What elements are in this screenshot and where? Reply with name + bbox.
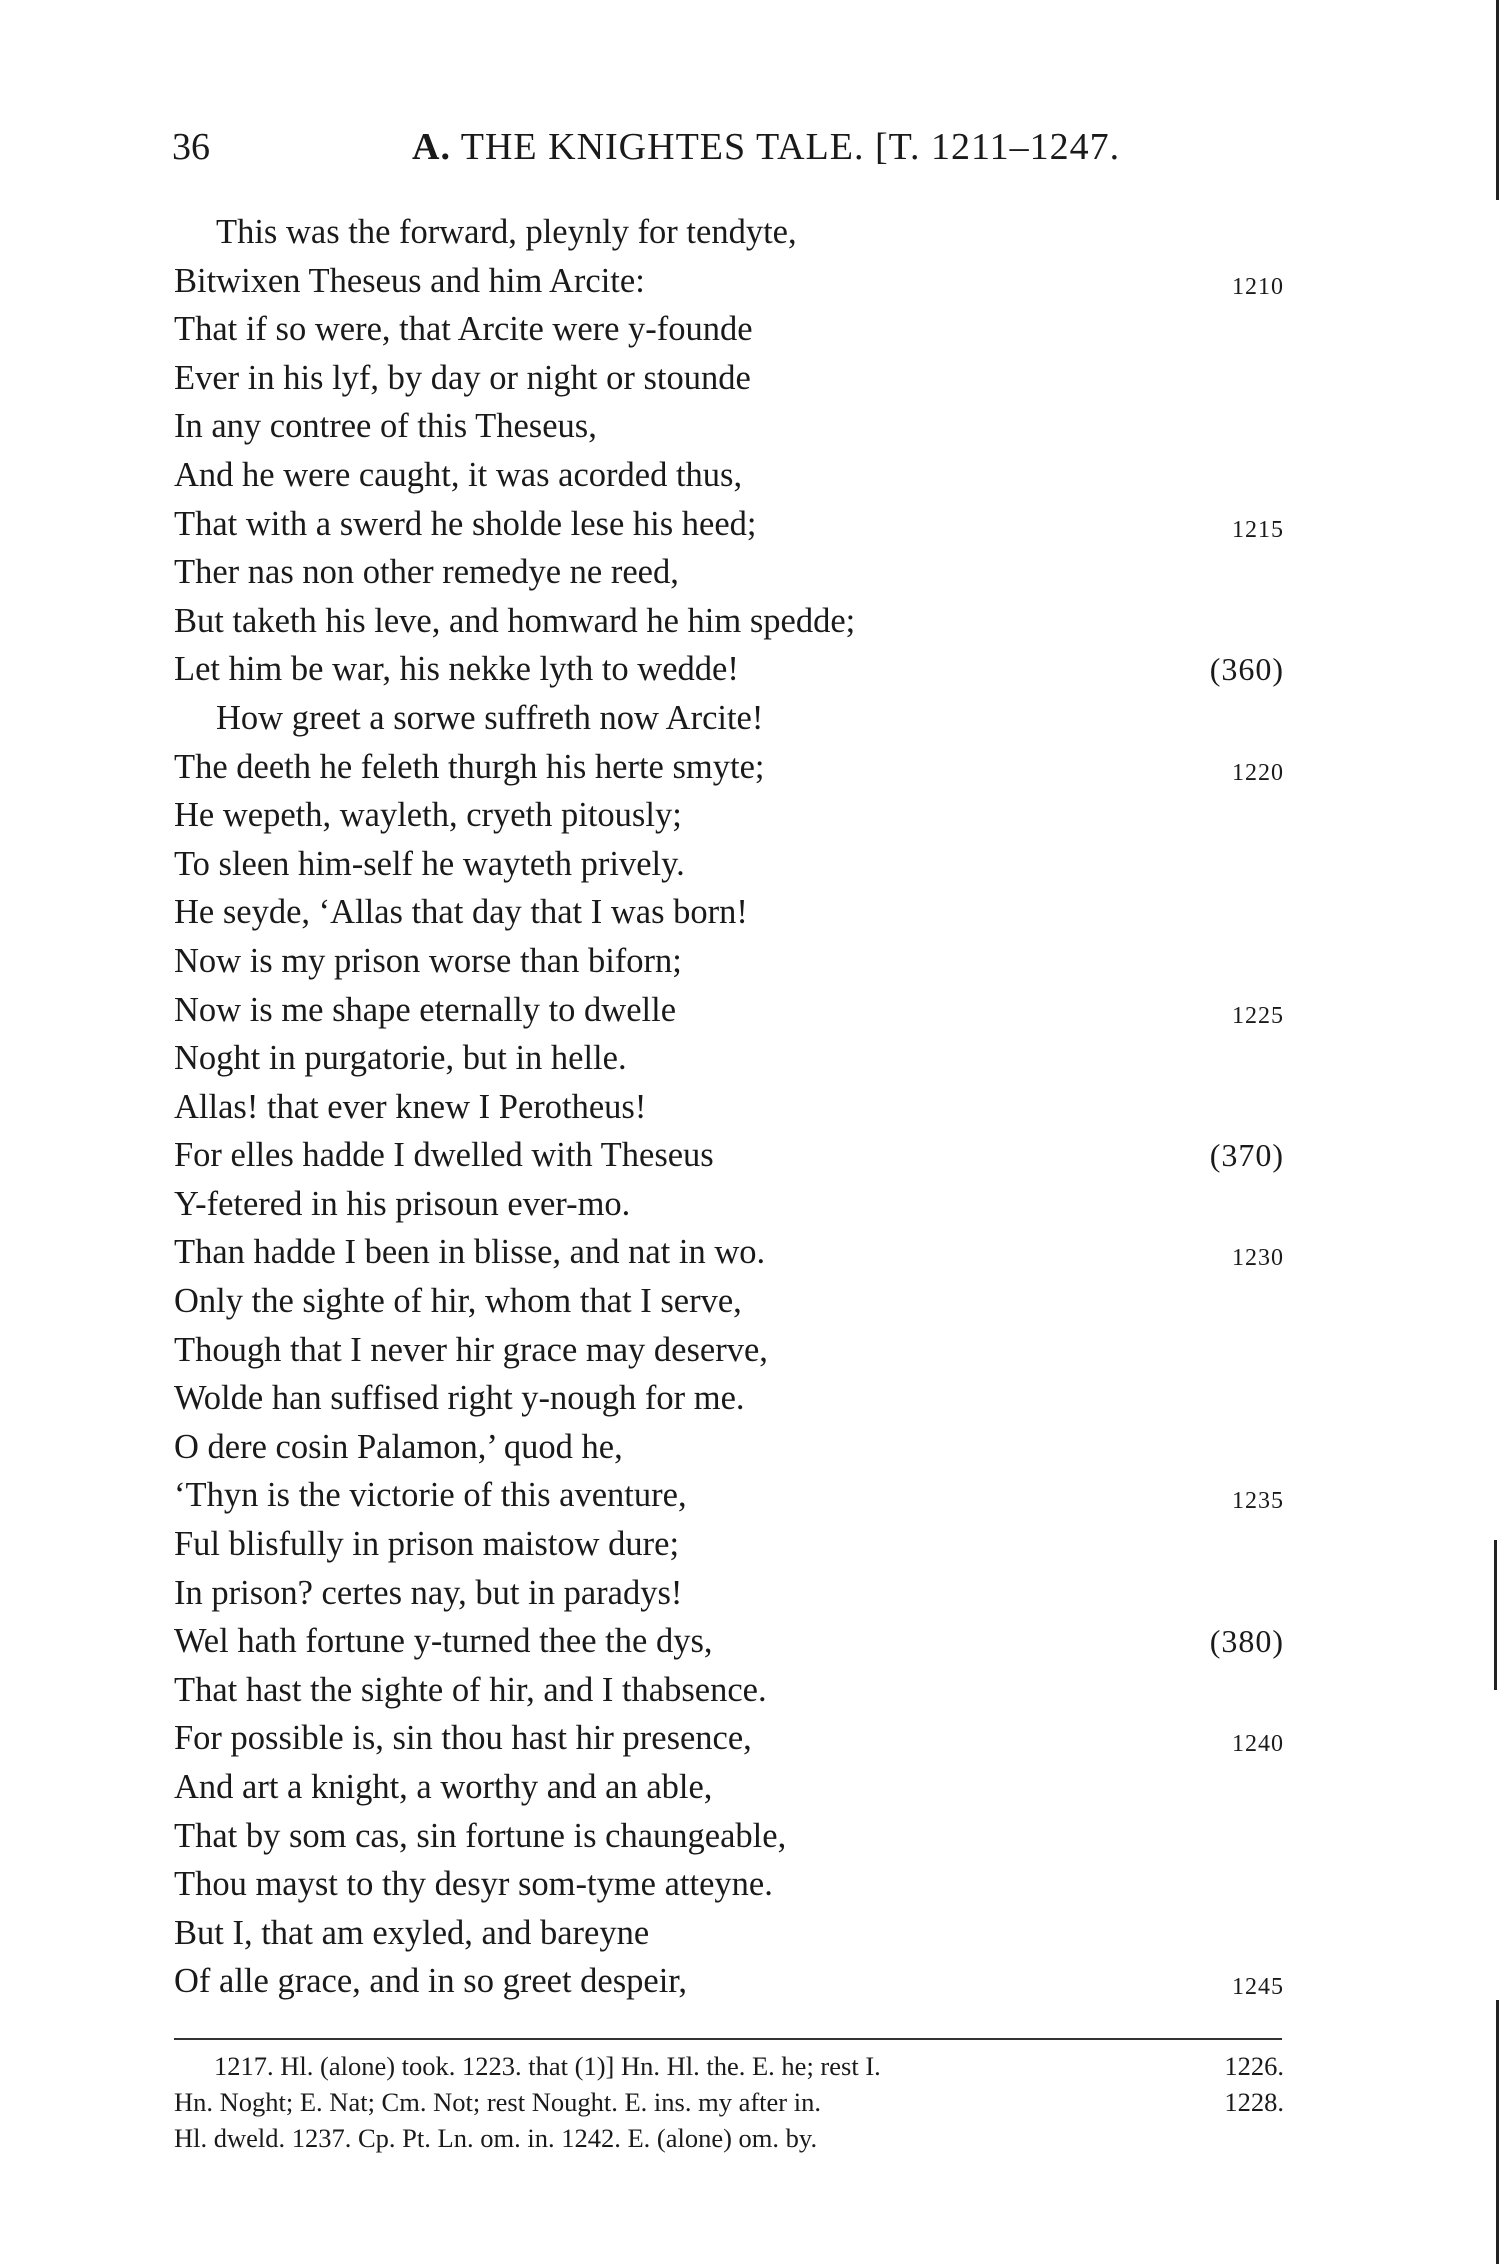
verse-text-line: Allas! that ever knew I Perotheus! [174, 1087, 647, 1126]
section-letter: A. [412, 126, 451, 168]
verse-line [174, 548, 1284, 597]
verse-text-line: Y-fetered in his prisoun ever-mo. [174, 1184, 631, 1223]
line-number: (360) [1209, 651, 1284, 688]
verse-line [174, 451, 1284, 500]
verse-line [174, 1714, 1284, 1763]
verse-text-line: Than hadde I been in blisse, and nat in wo. [174, 1233, 766, 1272]
footnote-text: Hl. dweld. 1237. Cp. Pt. Ln. om. in. 1242. E. (alone) om. by. [174, 2123, 818, 2153]
page-number: 36 [172, 126, 210, 168]
verse-line [174, 1131, 1284, 1180]
line-number: 1240 [1232, 1731, 1284, 1758]
footnote-line [174, 2120, 1284, 2156]
footnotes [174, 2048, 1284, 2156]
verse-line [174, 1909, 1284, 1958]
verse-line [174, 1957, 1284, 2006]
verse-text-line: Let him be war, his nekke lyth to wedde! [174, 650, 739, 689]
line-number: 1220 [1232, 759, 1284, 786]
verse-text-line: But I, that am exyled, and bareyne [174, 1913, 650, 1952]
footnote-text: 1217. Hl. (alone) took. 1223. that (1)] Hn. Hl. the. E. he; rest I. [214, 2051, 881, 2081]
verse-line [174, 1471, 1284, 1520]
line-number: (380) [1209, 1623, 1284, 1660]
verse-line [174, 1569, 1284, 1618]
verse-line [174, 1083, 1284, 1132]
verse-line [174, 1034, 1284, 1083]
footnote-rule [174, 2038, 1282, 2040]
page-edge-mark [1496, 2000, 1499, 2264]
verse-line [174, 1228, 1284, 1277]
verse-line [174, 402, 1284, 451]
verse-text-line: Thou mayst to thy desyr som-tyme atteyne. [174, 1865, 773, 1904]
verse-line [174, 791, 1284, 840]
line-number: 1225 [1232, 1002, 1284, 1029]
verse-text-line: This was the forward, pleynly for tendyte, [216, 213, 797, 251]
verse-text-line: He seyde, ‘Allas that day that I was born! [174, 893, 748, 932]
line-number: 1245 [1232, 1974, 1284, 2001]
verse-text-line: Of alle grace, and in so greet despeir, [174, 1962, 688, 2001]
verse-text-line: That by som cas, sin fortune is chaungeable, [174, 1816, 787, 1855]
verse-line [174, 354, 1284, 403]
verse-text-line: And art a knight, a worthy and an able, [174, 1768, 713, 1806]
verse-line [174, 305, 1284, 354]
verse-text-line: That hast the sighte of hir, and I thabsence. [174, 1670, 767, 1709]
verse-line [174, 1860, 1284, 1909]
verse-text-line: For elles hadde I dwelled with Theseus [174, 1136, 714, 1175]
line-number: 1230 [1232, 1245, 1284, 1272]
verse-text-line: He wepeth, wayleth, cryeth pitously; [174, 796, 682, 835]
verse-text-line: Ther nas non other remedye ne reed, [174, 553, 679, 592]
verse-text-line: In prison? certes nay, but in paradys! [174, 1573, 683, 1612]
verse-text [174, 208, 1284, 2006]
verse-line [174, 694, 1284, 743]
verse-text-line: Now is my prison worse than biforn; [174, 941, 682, 980]
verse-line [174, 1763, 1284, 1812]
verse-line [174, 1326, 1284, 1375]
line-range: [T. 1211–1247. [874, 126, 1121, 168]
verse-line [174, 937, 1284, 986]
verse-line [174, 840, 1284, 889]
verse-line [174, 645, 1284, 694]
page-edge-mark [1494, 1540, 1497, 1690]
verse-line [174, 1812, 1284, 1861]
verse-line [174, 597, 1284, 646]
verse-text-line: Wolde han suffised right y-nough for me. [174, 1379, 745, 1418]
verse-text-line: ‘Thyn is the victorie of this aventure, [174, 1476, 687, 1515]
verse-text-line: O dere cosin Palamon,’ quod he, [174, 1427, 623, 1466]
verse-line [174, 257, 1284, 306]
verse-text-line: And he were caught, it was acorded thus, [174, 455, 743, 494]
verse-line [174, 1180, 1284, 1229]
verse-line [174, 743, 1284, 792]
line-number: 1215 [1232, 516, 1284, 543]
verse-text-line: Bitwixen Theseus and him Arcite: [174, 261, 645, 300]
footnote-line [174, 2048, 1284, 2084]
verse-line [174, 1666, 1284, 1715]
footnote-text: Hn. Noght; E. Nat; Cm. Not; rest Nought. E. ins. my after in. [174, 2087, 821, 2117]
verse-line [174, 1520, 1284, 1569]
line-number: 1235 [1232, 1488, 1284, 1515]
verse-line [174, 1617, 1284, 1666]
verse-text-line: Wel hath fortune y-turned thee the dys, [174, 1622, 713, 1661]
verse-text-line: Ever in his lyf, by day or night or stounde [174, 358, 751, 397]
verse-text-line: How greet a sorwe suffreth now Arcite! [216, 698, 764, 737]
verse-line [174, 1374, 1284, 1423]
verse-text-line: The deeth he feleth thurgh his herte smyte; [174, 747, 765, 786]
running-title [412, 125, 1120, 169]
verse-line [174, 500, 1284, 549]
verse-line [174, 208, 1284, 257]
verse-text-line: For possible is, sin thou hast hir presence, [174, 1719, 752, 1758]
verse-text-line: That with a swerd he sholde lese his heed; [174, 504, 757, 543]
verse-text-line: But taketh his leve, and homward he him spedde; [174, 601, 856, 640]
verse-line [174, 1277, 1284, 1326]
tale-title: THE KNIGHTES TALE. [460, 126, 865, 168]
page-edge-mark [1496, 0, 1499, 200]
line-number: (370) [1209, 1137, 1284, 1174]
footnote-continuation: 1226. [1224, 2051, 1284, 2081]
verse-line [174, 1423, 1284, 1472]
verse-text-line: Only the sighte of hir, whom that I serve, [174, 1282, 742, 1321]
verse-line [174, 986, 1284, 1035]
verse-text-line: To sleen him-self he wayteth prively. [174, 844, 685, 883]
line-number: 1210 [1232, 273, 1284, 300]
footnote-line [174, 2084, 1284, 2120]
verse-text-line: In any contree of this Theseus, [174, 407, 597, 446]
footnote-continuation: 1228. [1224, 2087, 1284, 2117]
verse-text-line: That if so were, that Arcite were y-founde [174, 310, 753, 349]
verse-text-line: Now is me shape eternally to dwelle [174, 990, 677, 1029]
verse-text-line: Though that I never hir grace may deserve, [174, 1330, 768, 1369]
verse-text-line: Noght in purgatorie, but in helle. [174, 1039, 627, 1078]
running-header [172, 125, 1272, 175]
verse-text-line: Ful blisfully in prison maistow dure; [174, 1525, 680, 1564]
verse-line [174, 888, 1284, 937]
